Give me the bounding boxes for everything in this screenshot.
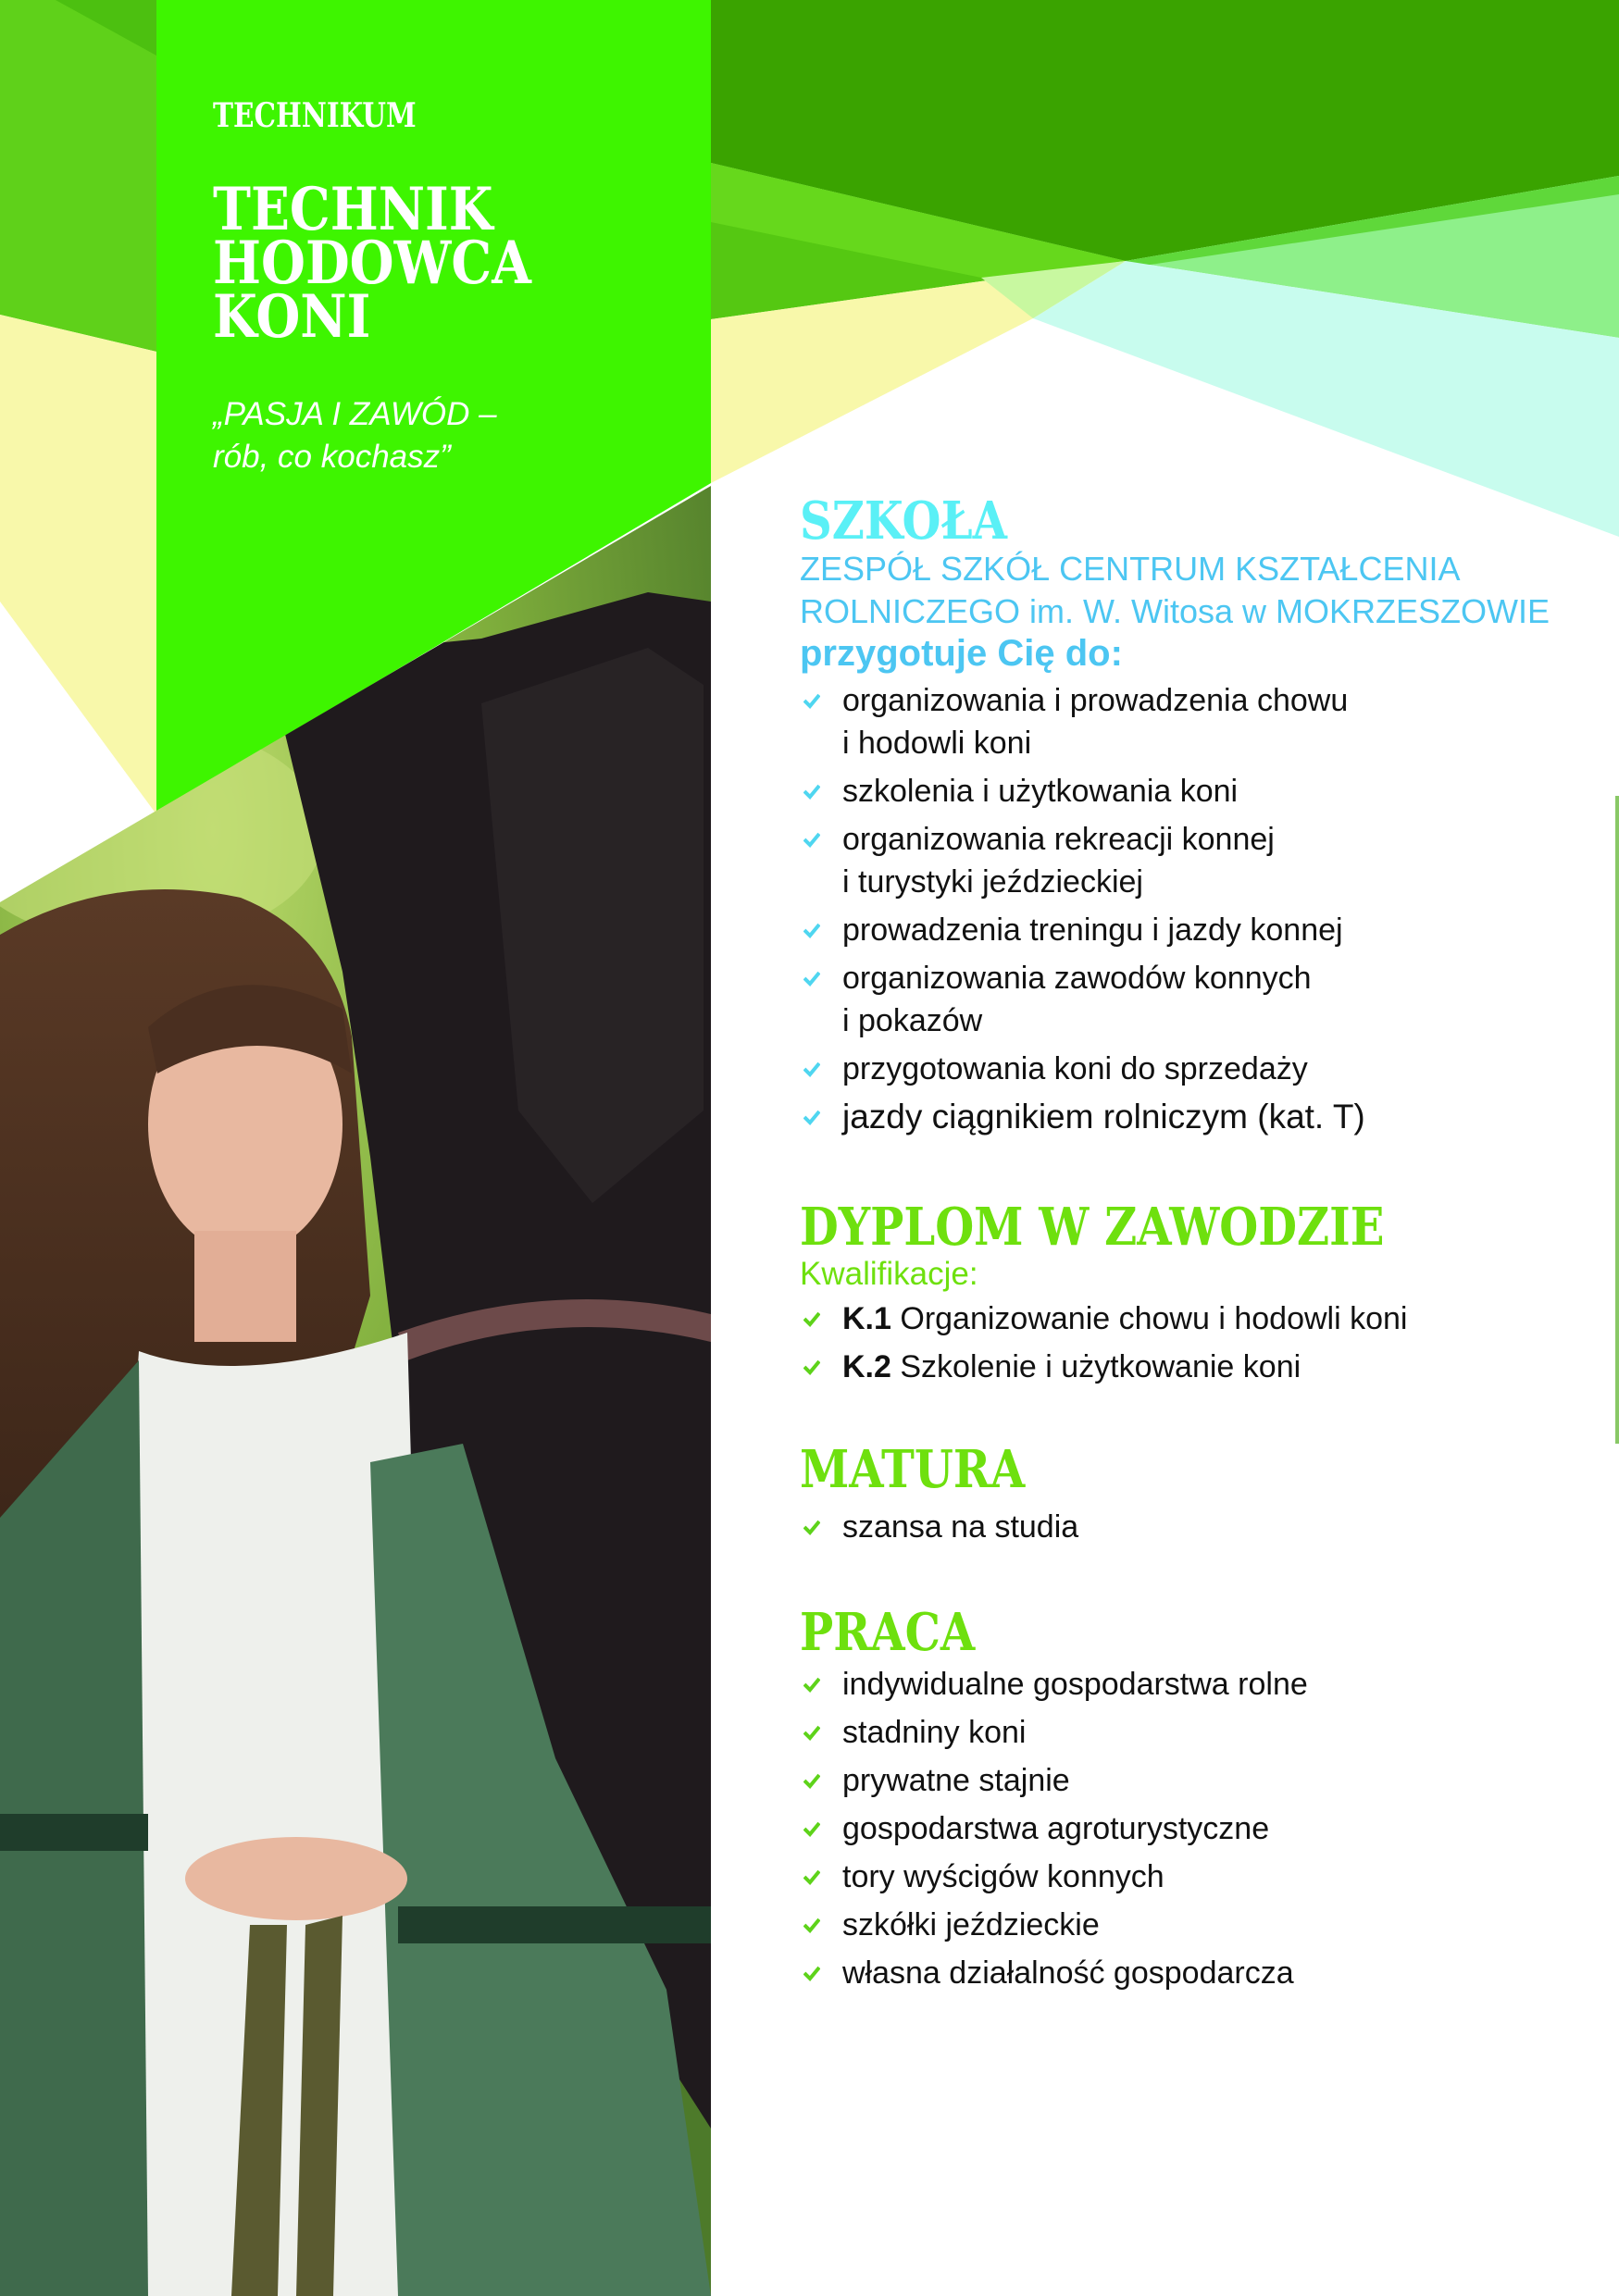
kicker-label: TECHNIKUM [213,96,417,135]
slogan [213,393,497,478]
matura-heading: MATURA [800,1439,1026,1500]
check-icon [803,1868,820,1885]
list-item: szansa na studia [800,1506,1078,1548]
prepares-label: przygotuje Cię do: [800,633,1123,674]
qualification-text: Organizowanie chowu i hodowli koni [900,1301,1408,1336]
school-name [800,548,1550,633]
check-icon [803,783,820,800]
list-item: jazdy ciągnikiem rolniczym (kat. T) [800,1096,1365,1138]
list-item: gospodarstwa agroturystyczne [800,1807,1308,1850]
check-icon [803,831,820,848]
page-title [213,175,531,352]
list-item: szkółki jeździeckie [800,1904,1308,1946]
check-icon [803,922,820,938]
slogan-line: rób, co kochasz” [213,439,451,475]
title-line: HODOWCA [213,229,531,298]
list-item: szkolenia i użytkowania koni [800,770,1365,813]
bg-shape-left-yellow [0,315,156,814]
list-item: indywidualne gospodarstwa rolne [800,1663,1308,1706]
list-item: organizowania i prowadzenia chowu i hodowli koni [800,679,1365,764]
list-item: przygotowania koni do sprzedaży [800,1048,1365,1090]
list-item [800,1297,1407,1340]
work-heading: PRACA [800,1602,976,1663]
check-icon [803,1917,820,1933]
title-line: KONI [213,282,371,352]
qualification-text: Szkolenie i użytkowanie koni [900,1349,1301,1384]
check-icon [803,1965,820,1981]
bg-shape-left-green [0,0,156,352]
qualifications-list [800,1297,1407,1394]
list-item: tory wyścigów konnych [800,1855,1308,1898]
check-icon [803,1519,820,1535]
list-item: prywatne stajnie [800,1759,1308,1802]
title-line: TECHNIK [213,175,493,244]
school-name-line: ROLNICZEGO im. W. Witosa w MOKRZESZOWIE [800,592,1551,630]
check-icon [803,1109,820,1125]
slogan-line: „PASJA I ZAWÓD – [213,396,497,432]
work-list [800,1663,1308,2000]
check-icon [803,1359,820,1375]
list-item: organizowania rekreacji konnej i turystyki jeździeckiej [800,818,1365,903]
check-icon [803,970,820,987]
list-item: stadniny koni [800,1711,1308,1754]
matura-list [800,1506,1078,1548]
qualification-code: K.1 [842,1301,891,1336]
school-name-line: ZESPÓŁ SZKÓŁ CENTRUM KSZTAŁCENIA [800,550,1461,588]
list-item: własna działalność gospodarcza [800,1952,1308,1994]
check-icon [803,1772,820,1789]
list-item: prowadzenia treningu i jazdy konnej [800,909,1365,951]
school-heading: SZKOŁA [800,490,1008,552]
list-item [800,1346,1407,1388]
check-icon [803,1676,820,1693]
list-item: organizowania zawodów konnych i pokazów [800,957,1365,1042]
check-icon [803,1820,820,1837]
qualifications-label: Kwalifikacje: [800,1256,978,1292]
check-icon [803,1061,820,1077]
check-icon [803,692,820,709]
skills-list [800,679,1365,1144]
diploma-heading: DYPLOM W ZAWODZIE [800,1197,1385,1258]
check-icon [803,1310,820,1327]
check-icon [803,1724,820,1741]
qualification-code: K.2 [842,1349,891,1384]
